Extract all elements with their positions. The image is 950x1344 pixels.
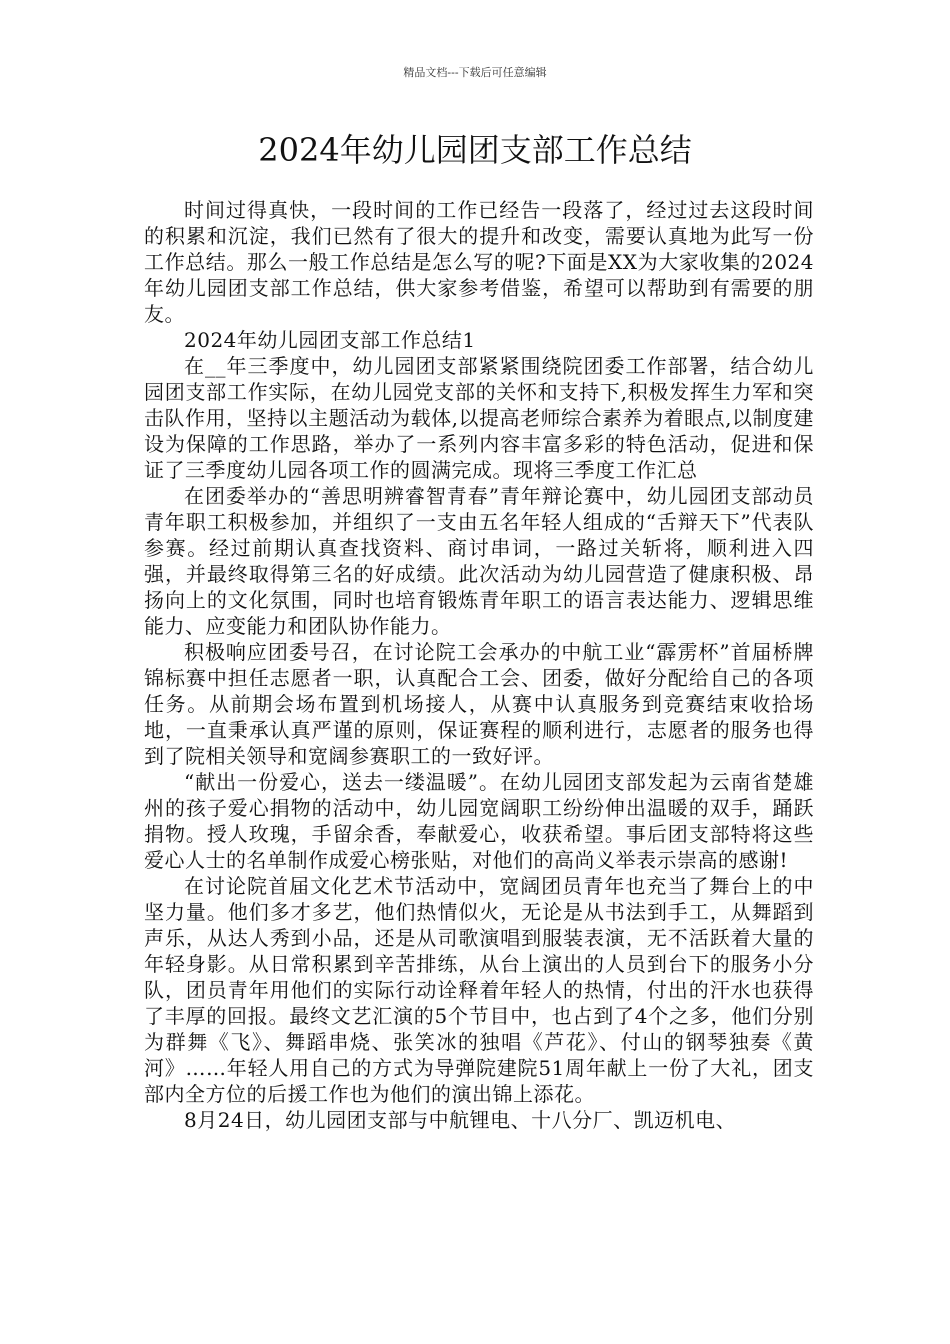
paragraph-donation: “献出一份爱心，送去一缕温暖”。在幼儿园团支部发起为云南省楚雄州的孩子爱心捐物的活动中，幼儿园宽阔职工纷纷伸出温暖的双手，踊跃捐物。授人玫瑰，手留余香，奉献爱心，收获希望。事后团支部特将这些爱心人士的名单制作成爱心榜张贴，对他们的高尚义举表示崇高的感谢! xyxy=(144,770,814,872)
paragraph-volunteer: 积极响应团委号召，在讨论院工会承办的中航工业“霹雳杯”首届桥牌锦标赛中担任志愿者一职，认真配合工会、团委，做好分配给自己的各项任务。从前期会场布置到机场接人，从赛中认真服务到竞赛结束收拾场地，一直秉承认真严谨的原则，保证赛程的顺利进行，志愿者的服务也得到了院相关领导和宽阔参赛职工的一致好评。 xyxy=(144,640,814,768)
paragraph-overview: 在__年三季度中，幼儿园团支部紧紧围绕院团委工作部署，结合幼儿园团支部工作实际，在幼儿园党支部的关怀和支持下,积极发挥生力军和突击队作用，坚持以主题活动为载体,以提高老师综合素养为着眼点,以制度建设为保障的工作思路，举办了一系列内容丰富多彩的特色活动，促进和保证了三季度幼儿园各项工作的圆满完成。现将三季度工作汇总 xyxy=(144,354,814,482)
paragraph-arts-festival: 在讨论院首届文化艺术节活动中，宽阔团员青年也充当了舞台上的中坚力量。他们多才多艺，他们热情似火，无论是从书法到手工，从舞蹈到声乐，从达人秀到小品，还是从司歌演唱到服装表演，无不活跃着大量的年轻身影。从日常积累到辛苦排练，从台上演出的人员到台下的服务小分队，团员青年用他们的实际行动诠释着年轻人的热情，付出的汗水也获得了丰厚的回报。最终文艺汇演的5个节目中，也占到了4个之多，他们分别为群舞《飞》、舞蹈串烧、张笑冰的独唱《芦花》、付山的钢琴独奏《黄河》……年轻人用自己的方式为导弹院建院51周年献上一份了大礼，团支部内全方位的后援工作也为他们的演出锦上添花。 xyxy=(144,874,814,1106)
paragraph-debate: 在团委举办的“善思明辨睿智青春”青年辩论赛中，幼儿园团支部动员青年职工积极参加，并组织了一支由五名年轻人组成的“舌辩天下”代表队参赛。经过前期认真查找资料、商讨串词，一路过关斩将，顺利进入四强，并最终取得第三名的好成绩。此次活动为幼儿园营造了健康积极、昂扬向上的文化氛围，同时也培育锻炼青年职工的语言表达能力、逻辑思维能力、应变能力和团队协作能力。 xyxy=(144,484,814,638)
section-heading: 2024年幼儿园团支部工作总结1 xyxy=(184,328,476,352)
document-body xyxy=(144,197,814,1133)
document-title: 2024年幼儿园团支部工作总结 xyxy=(258,131,692,169)
page-header: 精品文档---下载后可任意编辑 xyxy=(403,66,547,79)
paragraph-august: 8月24日，幼儿园团支部与中航锂电、十八分厂、凯迈机电、 xyxy=(184,1108,737,1132)
paragraph-intro: 时间过得真快，一段时间的工作已经告一段落了，经过过去这段时间的积累和沉淀，我们已然有了很大的提升和改变，需要认真地为此写一份工作总结。那么一般工作总结是怎么写的呢?下面是XX为大家收集的2024年幼儿园团支部工作总结，供大家参考借鉴，希望可以帮助到有需要的朋友。 xyxy=(144,198,814,326)
